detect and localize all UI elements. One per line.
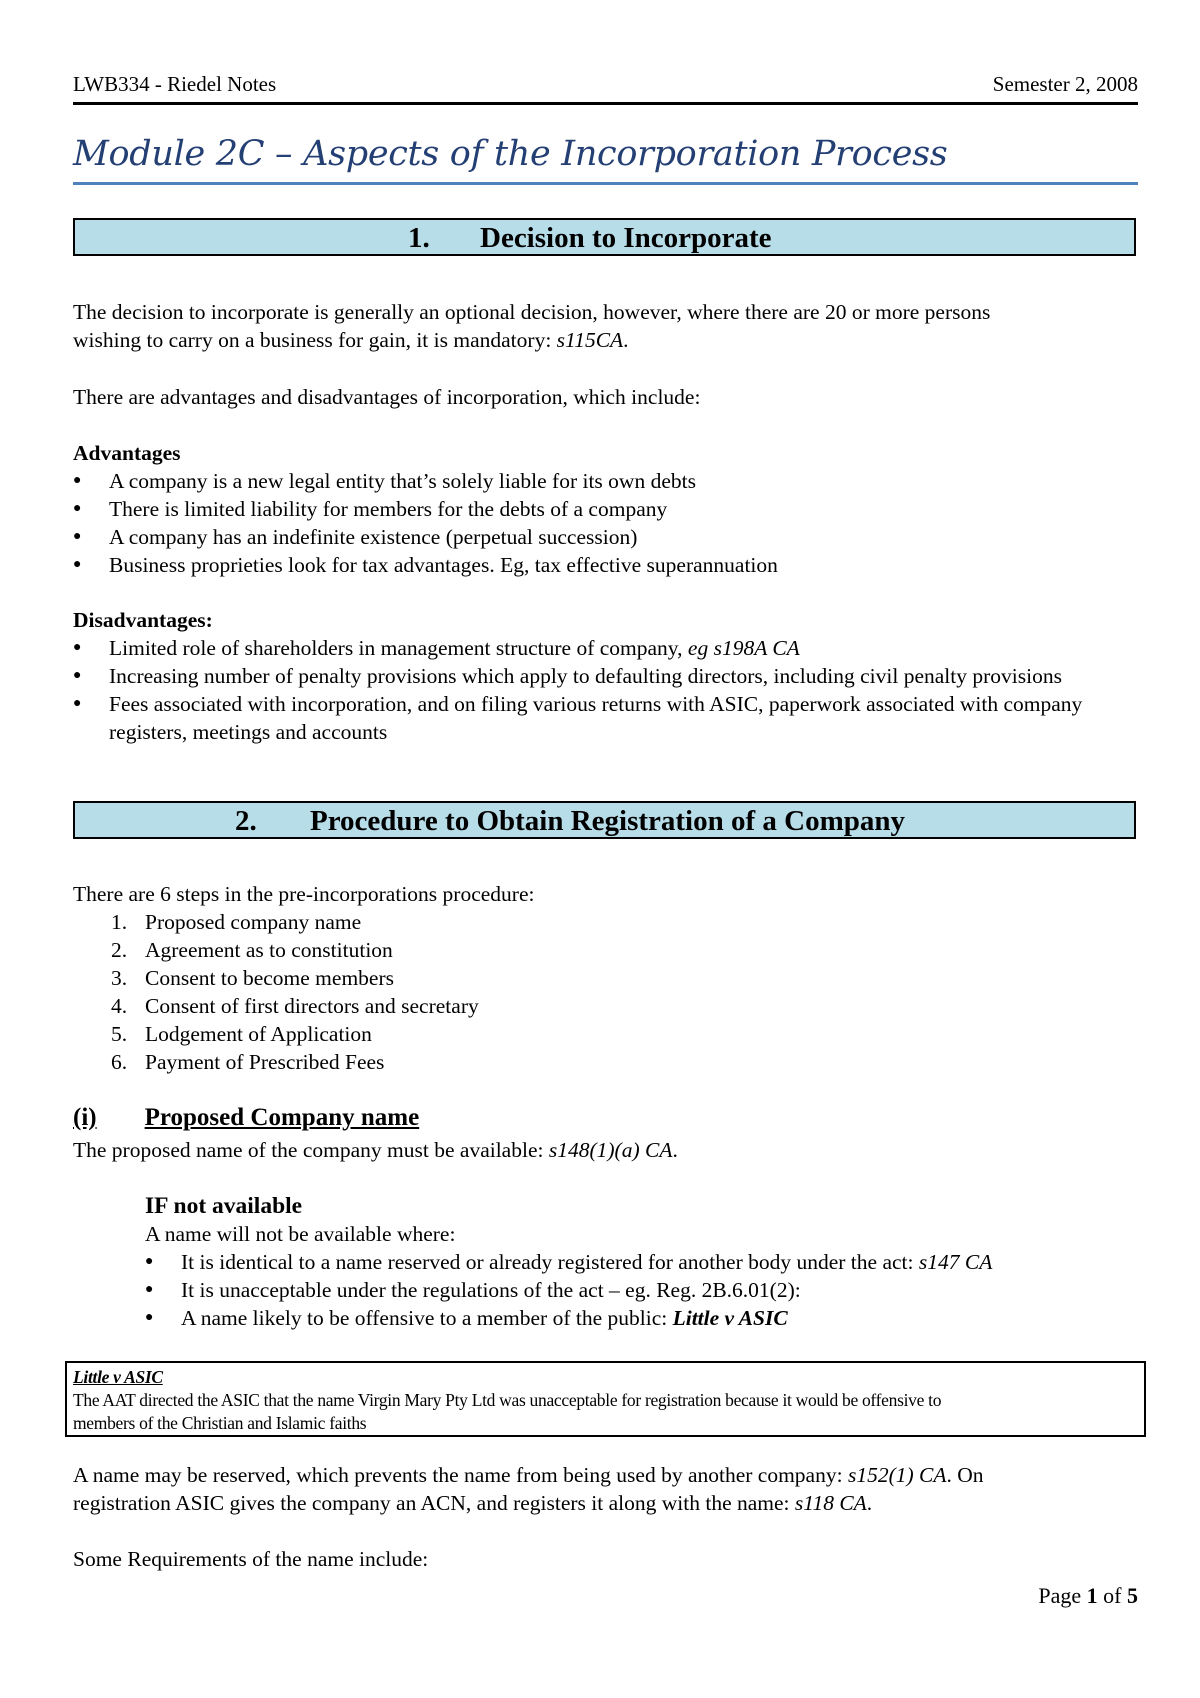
- decision-paragraph: [73, 298, 1138, 354]
- section-number: 1.: [408, 222, 430, 254]
- steps-intro: There are 6 steps in the pre-incorporations procedure:: [73, 882, 535, 906]
- statute-citation: eg s198A CA: [687, 636, 800, 660]
- steps-block: [73, 880, 1138, 1076]
- case-note-box: [65, 1361, 1146, 1437]
- reservation-paragraph: A name may be reserved, which prevents the name from being used by another company: s152(1) CA. On registration ASIC gives the company an ACN, and registers it along with the name: s118 CA.: [73, 1463, 984, 1515]
- list-item: 3. Consent to become members: [111, 966, 394, 990]
- statute-citation: s152(1) CA: [847, 1463, 947, 1487]
- disadvantages-block: [73, 606, 1138, 746]
- subsection-number: (i): [73, 1104, 97, 1131]
- module-title: Module 2C – Aspects of the Incorporation Process: [73, 134, 1138, 185]
- statute-citation: s147 CA: [918, 1250, 993, 1274]
- if-not-available-block: [145, 1192, 1135, 1332]
- subsection-title: Proposed Company name: [144, 1104, 420, 1131]
- case-text: The AAT directed the ASIC that the name Virgin Mary Pty Ltd was unacceptable for registration because it would be offensive to: [73, 1390, 942, 1410]
- list-item: 2. Agreement as to constitution: [111, 938, 393, 962]
- if-intro: A name will not be available where:: [145, 1222, 456, 1246]
- intro-paragraph: There are advantages and disadvantages of incorporation, which include:: [73, 385, 701, 409]
- statute-citation: s148(1)(a) CA: [548, 1138, 673, 1162]
- if-heading: IF not available: [145, 1193, 303, 1219]
- requirements-intro: Some Requirements of the name include:: [73, 1547, 429, 1571]
- list-item: 5. Lodgement of Application: [111, 1022, 372, 1046]
- section-2-heading: [73, 801, 1136, 839]
- list-item: ● It is unacceptable under the regulations of the act – eg. Reg. 2B.6.01(2):: [145, 1276, 1135, 1304]
- list-item: ● A company has an indefinite existence (perpetual succession): [73, 523, 1138, 551]
- list-item: 1. Proposed company name: [111, 910, 362, 934]
- running-header: [73, 72, 1138, 105]
- case-title: Little v ASIC: [73, 1367, 163, 1387]
- subsection-heading: [73, 1104, 1138, 1132]
- paragraph-line: The decision to incorporate is generally an optional decision, however, where there are 20 or more persons: [73, 300, 991, 324]
- case-citation: Little v ASIC: [672, 1306, 788, 1330]
- steps-list: [73, 908, 1138, 1076]
- list-item: ● There is limited liability for members for the debts of a company: [73, 495, 1138, 523]
- list-item: ● Business proprieties look for tax advantages. Eg, tax effective superannuation: [73, 551, 1138, 579]
- section-number: 2.: [235, 805, 257, 837]
- statute-citation: s115CA: [556, 328, 624, 352]
- unavailable-list: [145, 1248, 1135, 1332]
- list-item: ● It is identical to a name reserved or already registered for another body under the act: s147 CA: [145, 1248, 1135, 1276]
- advantages-list: [73, 467, 1138, 579]
- case-text: members of the Christian and Islamic faiths: [73, 1413, 367, 1433]
- list-item: ● Increasing number of penalty provisions which apply to defaulting directors, including civil penalty provisions: [73, 662, 1138, 690]
- section-title: Procedure to Obtain Registration of a Company: [310, 805, 906, 837]
- list-item: 4. Consent of first directors and secretary: [111, 994, 479, 1018]
- page-number: Page 1 of 5: [1038, 1583, 1138, 1608]
- disadvantages-heading: Disadvantages:: [73, 608, 213, 632]
- list-item: ● Fees associated with incorporation, and on filing various returns with ASIC, paperwork associated with company registers, meetings and accounts: [73, 690, 1138, 746]
- list-item: 6. Payment of Prescribed Fees: [111, 1050, 385, 1074]
- list-item: ● Limited role of shareholders in management structure of company, eg s198A CA: [73, 634, 1138, 662]
- paragraph-line: wishing to carry on a business for gain, it is mandatory: s115CA.: [73, 328, 629, 352]
- advantages-block: [73, 439, 1138, 579]
- header-course: LWB334 - Riedel Notes: [73, 72, 277, 96]
- advantages-heading: Advantages: [73, 441, 181, 465]
- statute-citation: s118 CA: [794, 1491, 867, 1515]
- disadvantages-list: [73, 634, 1138, 746]
- list-item: ● A name likely to be offensive to a member of the public: Little v ASIC: [145, 1304, 1135, 1332]
- header-semester: Semester 2, 2008: [992, 72, 1138, 96]
- list-item: ● A company is a new legal entity that’s solely liable for its own debts: [73, 467, 1138, 495]
- section-1-heading: [73, 218, 1136, 256]
- section-title: Decision to Incorporate: [480, 222, 772, 254]
- name-availability-paragraph: The proposed name of the company must be available: s148(1)(a) CA.: [73, 1138, 678, 1162]
